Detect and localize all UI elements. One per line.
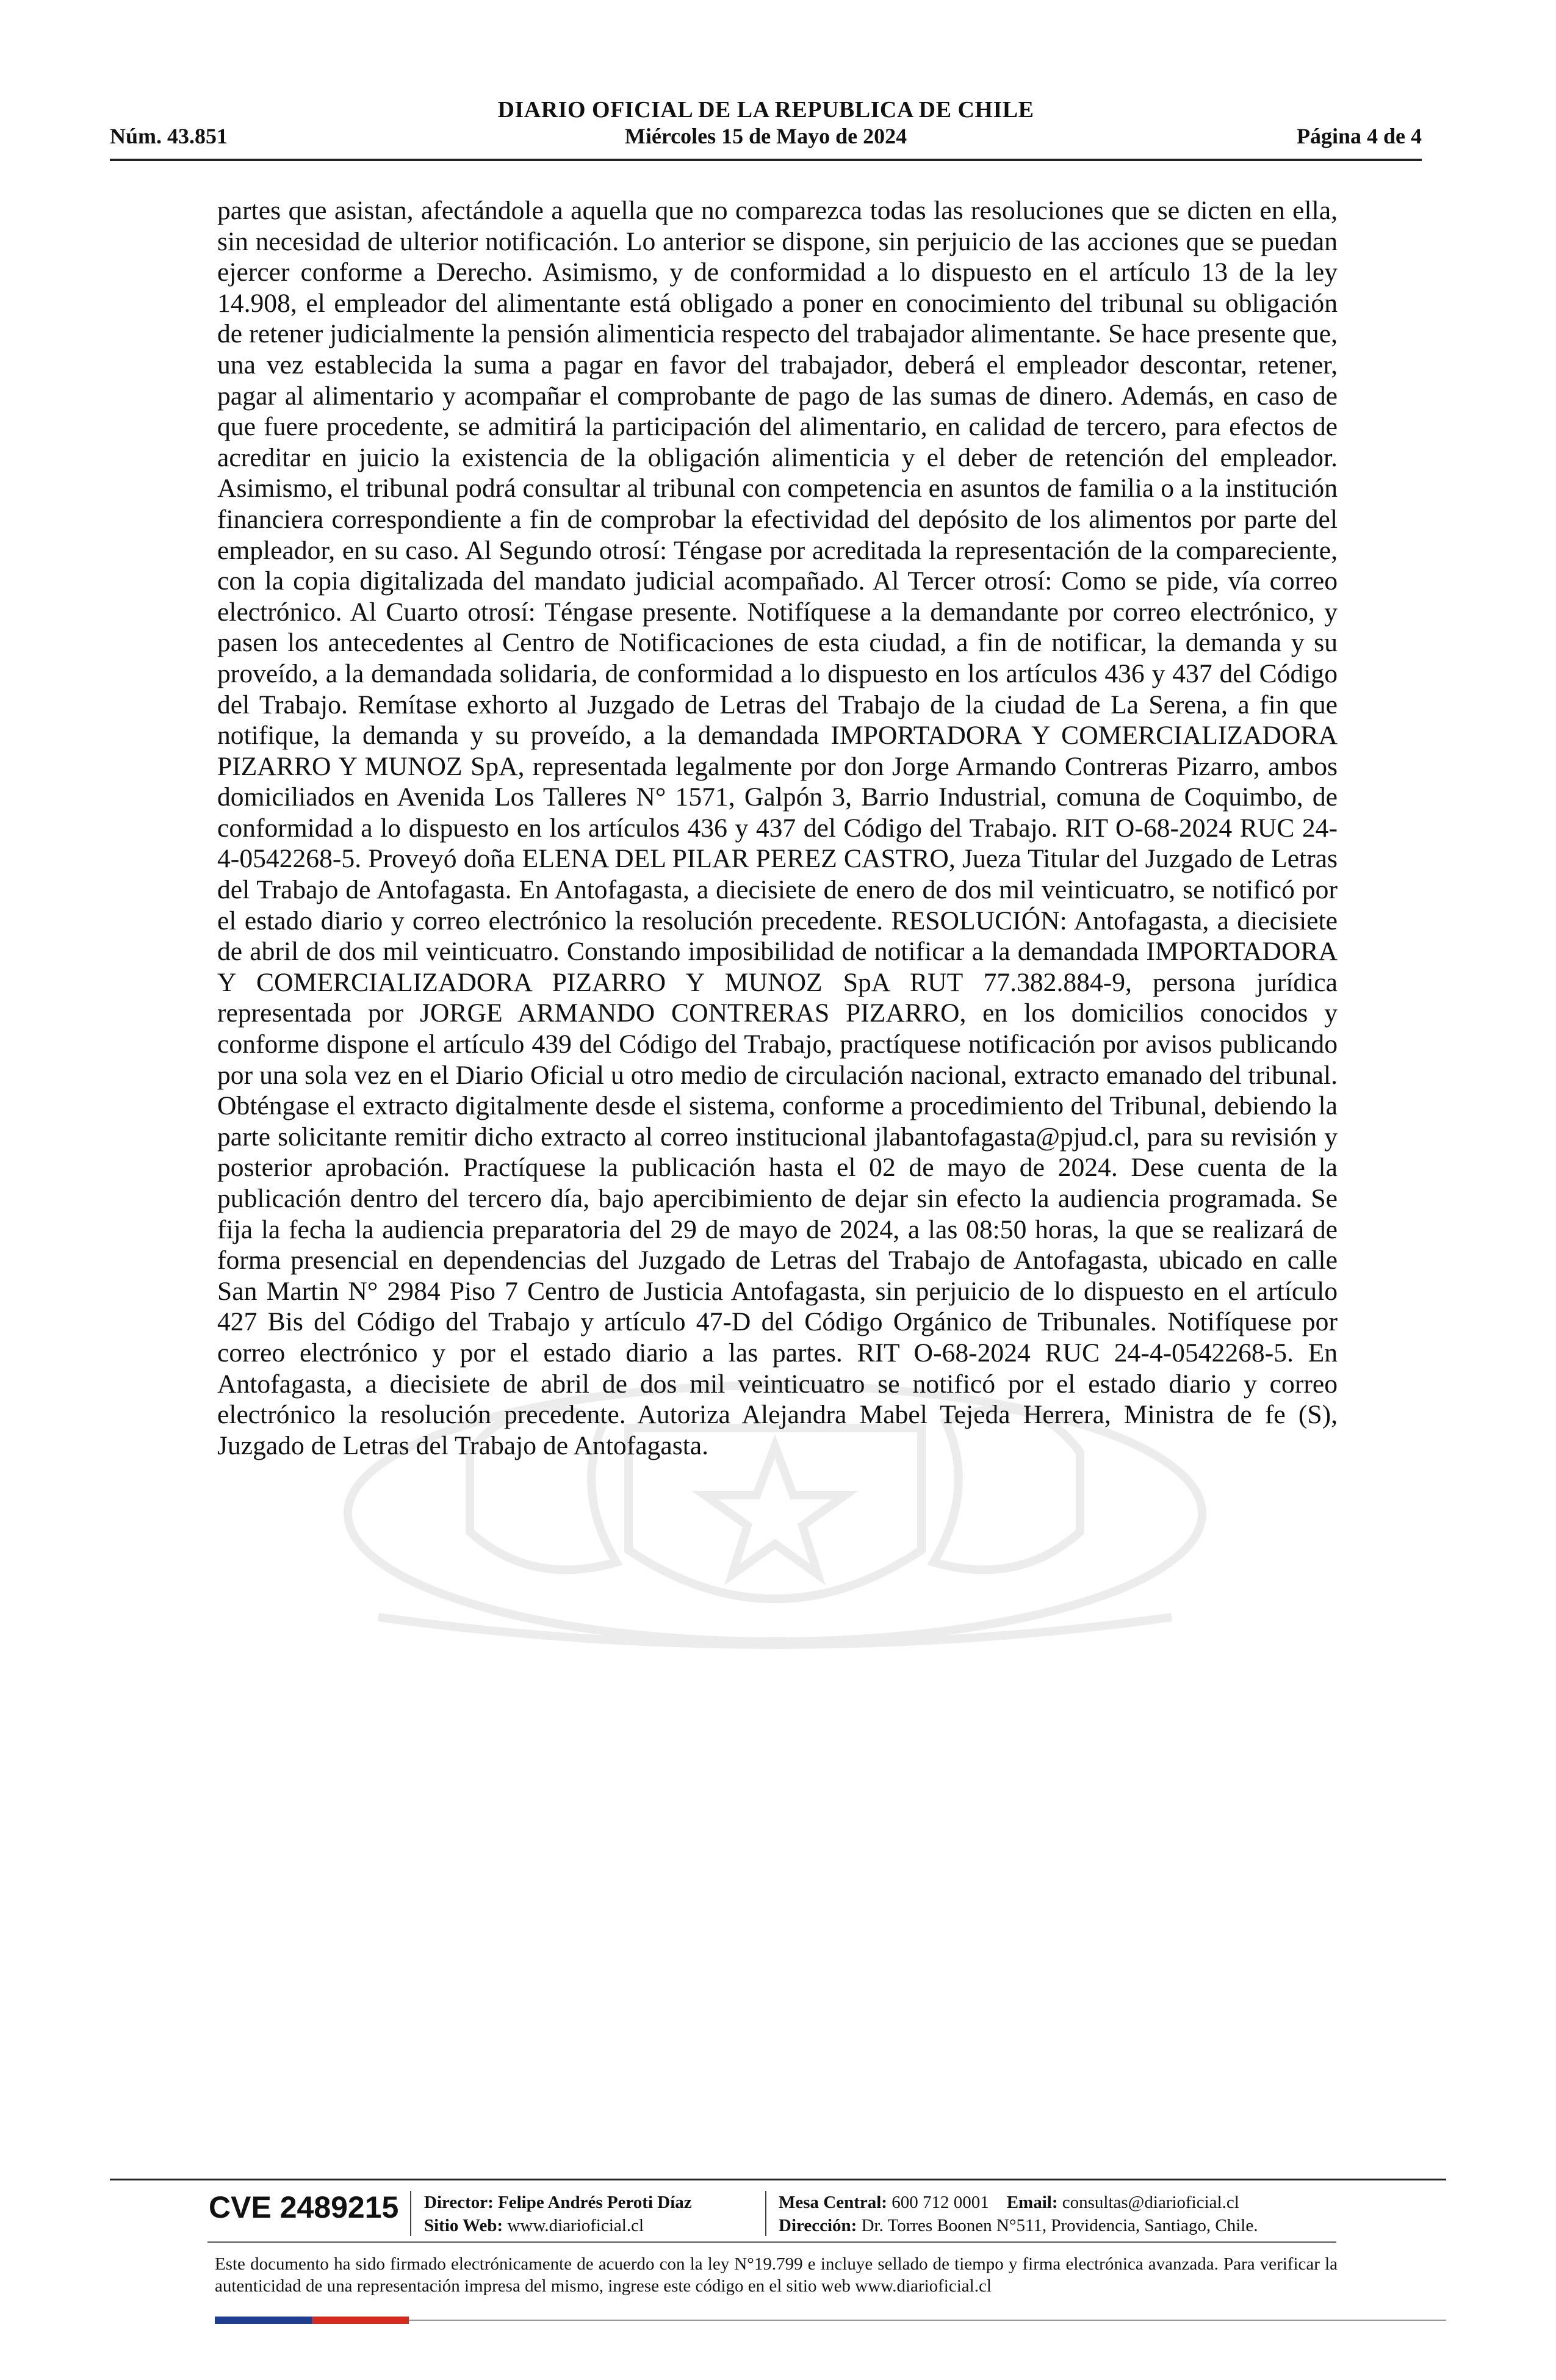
body-paragraph: partes que asistan, afectándole a aquella que no comparezca todas las resoluciones que se dicten en ella, sin necesidad de ulterior notificación. Lo anterior se dispone, sin perjuicio de las acciones que se puedan ejercer conforme a Derecho. Asimismo, y de conformidad a lo dispuesto en el artículo 13 de la ley 14.908, el empleador del alimentante está obligado a poner en conocimiento del tribunal su obligación de retener judicialmente la pensión alimenticia respecto del trabajador alimentante. Se hace presente que, una vez establecida la suma a pagar en favor del trabajador, deberá el empleador descontar, retener, pagar al alimentario y acompañar el comprobante de pago de las sumas de dinero. Además, en caso de que fuere procedente, se admitirá la participación del alimentario, en calidad de tercero, para efectos de acreditar en juicio la existencia de la obligación alimenticia y el deber de retención del empleador. Asimismo, el tribunal podrá consultar al tribunal con competencia en asuntos de familia o a la institución financiera correspondiente a fin de comprobar la efectividad del depósito de los alimentos por parte del empleador, en su caso. Al Segundo otrosí: Téngase por acreditada la representación de la compareciente, con la copia digitalizada del mandato judicial acompañado. Al Tercer otrosí: Como se pide, vía correo electrónico. Al Cuarto otrosí: Téngase presente. Notifíquese a la demandante por correo electrónico, y pasen los antecedentes al Centro de Notificaciones de esta ciudad, a fin de notificar, la demanda y su proveído, a la demandada solidaria, de conformidad a lo dispuesto en los artículos 436 y 437 del Código del Trabajo. Remítase exhorto al Juzgado de Letras del Trabajo de la ciudad de La Serena, a fin que notifique, la demanda y su proveído, a la demandada IMPORTADORA Y COMERCIALIZADORA PIZARRO Y MUNOZ SpA, representada legalmente por don Jorge Armando Contreras Pizarro, ambos domiciliados en Avenida Los Talleres N° 1571, Galpón 3, Barrio Industrial, comuna de Coquimbo, de conformidad a lo dispuesto en los artículos 436 y 437 del Código del Trabajo. RIT O-68-2024 RUC 24-4-0542268-5. Proveyó doña ELENA DEL PILAR PEREZ CASTRO, Jueza Titular del Juzgado de Letras del Trabajo de Antofagasta. En Antofagasta, a diecisiete de enero de dos mil veinticuatro, se notificó por el estado diario y correo electrónico la resolución precedente. RESOLUCIÓN: Antofagasta, a diecisiete de abril de dos mil veinticuatro. Constando imposibilidad de notificar a la demandada IMPORTADORA Y COMERCIALIZADORA PIZARRO Y MUNOZ SpA RUT 77.382.884-9, persona jurídica representada por JORGE ARMANDO CONTRERAS PIZARRO, en los domicilios conocidos y conforme dispone el artículo 439 del Código del Trabajo, practíquese notificación por avisos publicando por una sola vez en el Diario Oficial u otro medio de circulación nacional, extracto emanado del tribunal. Obténgase el extracto digitalmente desde el sistema, conforme a procedimiento del Tribunal, debiendo la parte solicitante remitir dicho extracto al correo institucional jlabantofagasta@pjud.cl, para su revisión y posterior aprobación. Practíquese la publicación hasta el 02 de mayo de 2024. Dese cuenta de la publicación dentro del tercero día, bajo apercibimiento de dejar sin efecto la audiencia programada. Se fija la fecha la audiencia preparatoria del 29 de mayo de 2024, a las 08:50 horas, la que se realizará de forma presencial en dependencias del Juzgado de Letras del Trabajo de Antofagasta, ubicado en calle San Martin N° 2984 Piso 7 Centro de Justicia Antofagasta, sin perjuicio de lo dispuesto en el artículo 427 Bis del Código del Trabajo y artículo 47-D del Código Orgánico de Tribunales. Notifíquese por correo electrónico y por el estado diario a las partes. RIT O-68-2024 RUC 24-4-0542268-5. En Antofagasta, a diecisiete de abril de dos mil veinticuatro se notificó por el estado diario y correo electrónico la resolución precedente. Autoriza Alejandra Mabel Tejeda Herrera, Ministra de fe (S), Juzgado de Letras del Trabajo de Antofagasta. — [217, 196, 1338, 1460]
flag-red-segment — [312, 2317, 409, 2324]
address-value: Dr. Torres Boonen N°511, Providencia, Santiago, Chile. — [861, 2216, 1258, 2235]
site-link[interactable]: www.diarioficial.cl — [507, 2216, 644, 2235]
director-label: Director: — [424, 2193, 494, 2212]
mesa-label: Mesa Central: — [779, 2193, 887, 2212]
email-label: Email: — [1006, 2193, 1058, 2212]
footer-contact-block — [779, 2191, 1258, 2237]
cve-code: CVE 2489215 — [209, 2190, 399, 2224]
site-label: Sitio Web: — [424, 2216, 503, 2235]
chile-flag-stripe — [215, 2317, 409, 2324]
mesa-phone: 600 712 0001 — [891, 2193, 989, 2212]
legal-notice: Este documento ha sido firmado electrónicamente de acuerdo con la ley N°19.799 e incluye sellado de tiempo y firma electrónica avanzada. Para verificar la autenticidad de una representación impresa del mismo, ingrese este código en el sitio web www.diarioficial.cl — [215, 2254, 1338, 2296]
flag-blue-segment — [215, 2317, 312, 2324]
footer-bottom-line — [409, 2320, 1446, 2321]
address-label: Dirección: — [779, 2216, 857, 2235]
page-number: Página 4 de 4 — [1296, 124, 1422, 148]
footer-divider — [207, 2241, 1336, 2243]
director-name: Felipe Andrés Peroti Díaz — [498, 2193, 692, 2212]
issue-date: Miércoles 15 de Mayo de 2024 — [624, 124, 907, 148]
issue-number: Núm. 43.851 — [110, 124, 228, 148]
footer-separator — [410, 2191, 411, 2236]
footer-divider — [110, 2179, 1446, 2180]
footer-director-block — [424, 2191, 692, 2237]
footer-separator — [765, 2191, 766, 2236]
page-header — [110, 92, 1422, 161]
newspaper-title: DIARIO OFICIAL DE LA REPUBLICA DE CHILE — [497, 97, 1034, 123]
email-link[interactable]: consultas@diarioficial.cl — [1062, 2193, 1239, 2212]
